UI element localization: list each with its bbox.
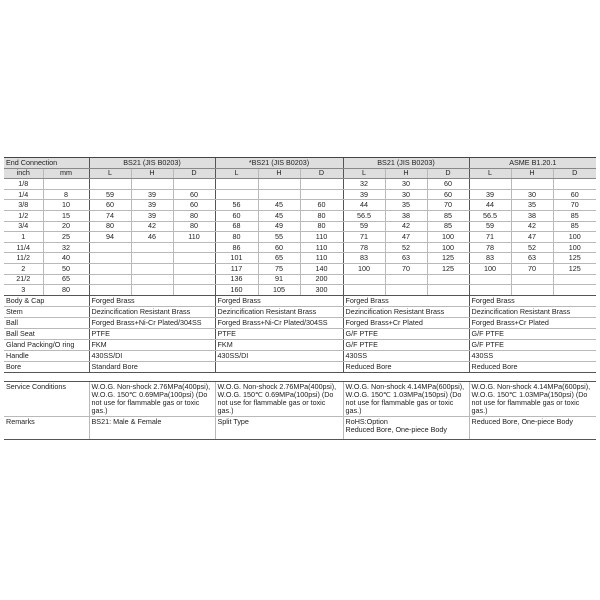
service-value-line: W.O.G. Non-shock 2.76MPa(400psi),	[217, 381, 337, 391]
dim-value	[131, 179, 173, 190]
dim-header-h: H	[258, 168, 300, 179]
dim-header-l: L	[343, 168, 385, 179]
dim-header-l: L	[469, 168, 511, 179]
dim-value: 45	[258, 200, 300, 211]
remarks-value-line: Reduced Bore, One-piece Body	[471, 416, 573, 426]
dim-value: 45	[258, 210, 300, 221]
dim-value	[131, 253, 173, 264]
dim-value	[215, 189, 258, 200]
dim-value: 125	[427, 263, 469, 274]
material-value: Dezincification Resistant Brass	[89, 306, 215, 317]
remarks-value	[215, 416, 343, 439]
remarks-row	[4, 416, 596, 439]
dim-value	[511, 179, 553, 190]
dim-value	[89, 242, 131, 253]
dim-value: 60	[300, 200, 343, 211]
material-value: Standard Bore	[89, 361, 215, 372]
material-value: Forged Brass	[215, 295, 343, 306]
dim-header-h: H	[131, 168, 173, 179]
material-value: Reduced Bore	[469, 361, 596, 372]
dimension-table	[4, 157, 596, 373]
dim-value: 80	[300, 221, 343, 232]
dim-value: 30	[385, 189, 427, 200]
dim-value: 42	[511, 221, 553, 232]
end-connection-label: End Connection	[4, 158, 89, 169]
dim-value: 85	[427, 210, 469, 221]
size-inch: 11/2	[4, 253, 43, 264]
dim-value: 83	[343, 253, 385, 264]
dim-value: 80	[173, 210, 215, 221]
dim-value: 80	[173, 221, 215, 232]
dim-header-h: H	[511, 168, 553, 179]
service-table	[4, 381, 596, 440]
dim-header-d: D	[300, 168, 343, 179]
material-label: Gland Packing/O ring	[4, 339, 89, 350]
dim-value: 39	[131, 210, 173, 221]
service-value-line: not use for flammable gas or toxic	[471, 397, 580, 407]
material-row	[4, 339, 596, 350]
dim-value	[258, 179, 300, 190]
size-inch: 1/8	[4, 179, 43, 190]
dim-value: 49	[258, 221, 300, 232]
mm-header: mm	[43, 168, 89, 179]
dim-value: 44	[343, 200, 385, 211]
material-value: G/F PTFE	[469, 328, 596, 339]
dim-value: 30	[385, 179, 427, 190]
dim-value	[173, 274, 215, 285]
size-inch: 2	[4, 263, 43, 274]
dim-value	[469, 285, 511, 296]
service-value-line: W.O.G. 150℃ 1.03MPa(150psi) (Do	[471, 389, 588, 399]
size-mm: 65	[43, 274, 89, 285]
dim-value: 42	[131, 221, 173, 232]
material-value: FKM	[89, 339, 215, 350]
size-inch: 3/8	[4, 200, 43, 211]
standard-header: *BS21 (JIS B0203)	[215, 158, 343, 169]
dim-value	[131, 285, 173, 296]
material-value: G/F PTFE	[469, 339, 596, 350]
dim-value: 32	[343, 179, 385, 190]
dim-value	[553, 274, 596, 285]
dim-value: 100	[427, 242, 469, 253]
material-value: 430SS	[469, 350, 596, 361]
dim-value: 47	[511, 232, 553, 243]
material-value: Dezincification Resistant Brass	[343, 306, 469, 317]
dim-value	[300, 179, 343, 190]
material-label: Ball Seat	[4, 328, 89, 339]
dim-value: 60	[89, 200, 131, 211]
size-inch: 21/2	[4, 274, 43, 285]
size-inch: 1/4	[4, 189, 43, 200]
size-row	[4, 200, 596, 211]
size-inch: 3/4	[4, 221, 43, 232]
size-row	[4, 274, 596, 285]
dim-value: 110	[173, 232, 215, 243]
service-value	[215, 381, 343, 416]
dim-value	[343, 285, 385, 296]
dim-value: 70	[385, 263, 427, 274]
remarks-value-line: BS21: Male & Female	[91, 416, 162, 426]
material-value: G/F PTFE	[343, 339, 469, 350]
dim-value: 86	[215, 242, 258, 253]
dim-value: 74	[89, 210, 131, 221]
material-value: Forged Brass+Ni-Cr Plated/304SS	[89, 317, 215, 328]
dim-value: 60	[258, 242, 300, 253]
dim-value: 70	[553, 200, 596, 211]
size-row	[4, 210, 596, 221]
remarks-value-line: Reduced Bore, One-piece Body	[345, 424, 447, 434]
dim-value: 35	[385, 200, 427, 211]
dim-value	[131, 242, 173, 253]
material-value: G/F PTFE	[343, 328, 469, 339]
service-row	[4, 381, 596, 416]
dim-value: 47	[385, 232, 427, 243]
material-value: Forged Brass	[89, 295, 215, 306]
dim-value: 59	[343, 221, 385, 232]
material-row	[4, 306, 596, 317]
size-inch: 11/4	[4, 242, 43, 253]
dim-value	[511, 274, 553, 285]
service-value-line: not use for flammable gas or toxic	[91, 397, 200, 407]
dim-value: 100	[553, 242, 596, 253]
size-mm: 10	[43, 200, 89, 211]
service-value-line: W.O.G. 150℃ 1.03MPa(150psi) (Do	[345, 389, 462, 399]
material-value: Forged Brass+Cr Plated	[469, 317, 596, 328]
standard-header: BS21 (JIS B0203)	[343, 158, 469, 169]
dim-value: 35	[511, 200, 553, 211]
size-row	[4, 179, 596, 190]
dim-value	[385, 285, 427, 296]
size-mm: 32	[43, 242, 89, 253]
remarks-value	[343, 416, 469, 439]
dim-value: 125	[553, 253, 596, 264]
dim-value: 160	[215, 285, 258, 296]
service-value-line: W.O.G. Non-shock 4.14MPa(600psi),	[345, 381, 465, 391]
dim-header-row	[4, 168, 596, 179]
size-row	[4, 253, 596, 264]
dim-value: 56.5	[343, 210, 385, 221]
dim-value: 100	[343, 263, 385, 274]
dim-value: 300	[300, 285, 343, 296]
dim-value	[427, 285, 469, 296]
dim-value: 83	[469, 253, 511, 264]
dim-value: 70	[511, 263, 553, 274]
material-value: 430SS/DI	[89, 350, 215, 361]
dim-value: 85	[427, 221, 469, 232]
dim-value: 110	[300, 232, 343, 243]
material-label: Body & Cap	[4, 295, 89, 306]
service-value-line: W.O.G. 150℃ 0.69MPa(100psi) (Do	[91, 389, 208, 399]
dim-value: 39	[469, 189, 511, 200]
dim-value: 38	[385, 210, 427, 221]
dim-value: 91	[258, 274, 300, 285]
dim-value: 60	[553, 189, 596, 200]
size-mm: 20	[43, 221, 89, 232]
dim-value	[173, 242, 215, 253]
dim-value: 100	[427, 232, 469, 243]
dim-value: 59	[469, 221, 511, 232]
material-row	[4, 295, 596, 306]
material-value: FKM	[215, 339, 343, 350]
dim-value	[469, 179, 511, 190]
dim-header-l: L	[215, 168, 258, 179]
size-row	[4, 232, 596, 243]
dim-value: 39	[131, 189, 173, 200]
material-value: Forged Brass+Cr Plated	[343, 317, 469, 328]
material-value: Reduced Bore	[343, 361, 469, 372]
material-value: Dezincification Resistant Brass	[469, 306, 596, 317]
inch-header: inch	[4, 168, 43, 179]
material-label: Ball	[4, 317, 89, 328]
dim-value	[173, 179, 215, 190]
size-row	[4, 263, 596, 274]
material-value: Forged Brass	[343, 295, 469, 306]
standard-header: ASME B1.20.1	[469, 158, 596, 169]
material-label: Bore	[4, 361, 89, 372]
size-mm: 25	[43, 232, 89, 243]
dim-value: 60	[173, 189, 215, 200]
dim-value: 52	[385, 242, 427, 253]
dim-value: 42	[385, 221, 427, 232]
service-value-line: gas.)	[471, 405, 488, 415]
dim-value	[343, 274, 385, 285]
dim-value: 75	[258, 263, 300, 274]
dim-value: 100	[469, 263, 511, 274]
dim-header-d: D	[553, 168, 596, 179]
dim-value: 94	[89, 232, 131, 243]
dim-value: 39	[343, 189, 385, 200]
dim-value	[173, 263, 215, 274]
dim-header-l: L	[89, 168, 131, 179]
dim-value: 60	[427, 189, 469, 200]
size-mm: 15	[43, 210, 89, 221]
dim-value	[89, 285, 131, 296]
service-value-line: W.O.G. Non-shock 2.76MPa(400psi),	[91, 381, 211, 391]
remarks-value	[469, 416, 596, 439]
material-row	[4, 350, 596, 361]
dim-value	[469, 274, 511, 285]
dim-value	[553, 179, 596, 190]
dim-value: 60	[173, 200, 215, 211]
dim-value	[89, 179, 131, 190]
dim-header-d: D	[173, 168, 215, 179]
service-label: Service Conditions	[4, 381, 89, 416]
dim-value: 78	[469, 242, 511, 253]
dim-value	[258, 189, 300, 200]
service-value	[469, 381, 596, 416]
dim-value: 117	[215, 263, 258, 274]
dim-header-d: D	[427, 168, 469, 179]
service-value-line: gas.)	[91, 405, 108, 415]
dim-value: 101	[215, 253, 258, 264]
material-row	[4, 328, 596, 339]
size-mm: 80	[43, 285, 89, 296]
dim-value: 85	[553, 221, 596, 232]
dim-value: 80	[300, 210, 343, 221]
service-value-line: not use for flammable gas or toxic	[345, 397, 454, 407]
material-label: Stem	[4, 306, 89, 317]
size-mm: 8	[43, 189, 89, 200]
size-mm: 50	[43, 263, 89, 274]
dim-value: 70	[427, 200, 469, 211]
dim-value: 39	[131, 200, 173, 211]
service-value	[89, 381, 215, 416]
dim-header-h: H	[385, 168, 427, 179]
size-mm: 40	[43, 253, 89, 264]
dim-value	[173, 285, 215, 296]
dim-value: 71	[469, 232, 511, 243]
dim-value: 60	[427, 179, 469, 190]
service-value	[343, 381, 469, 416]
size-row	[4, 189, 596, 200]
dim-value: 80	[89, 221, 131, 232]
dim-value	[131, 274, 173, 285]
dim-value: 56.5	[469, 210, 511, 221]
dim-value	[385, 274, 427, 285]
remarks-label: Remarks	[4, 416, 89, 439]
dim-value: 55	[258, 232, 300, 243]
size-row	[4, 242, 596, 253]
standard-header: BS21 (JIS B0203)	[89, 158, 215, 169]
dim-value: 59	[89, 189, 131, 200]
size-mm	[43, 179, 89, 190]
dim-value: 63	[385, 253, 427, 264]
size-inch: 3	[4, 285, 43, 296]
dim-value: 52	[511, 242, 553, 253]
dim-value	[89, 253, 131, 264]
material-value: Forged Brass	[469, 295, 596, 306]
material-value: Forged Brass+Ni-Cr Plated/304SS	[215, 317, 343, 328]
size-row	[4, 285, 596, 296]
dim-value: 80	[215, 232, 258, 243]
spec-sheet	[4, 157, 596, 440]
material-row	[4, 317, 596, 328]
dim-value: 110	[300, 253, 343, 264]
material-row	[4, 361, 596, 372]
dim-value	[89, 274, 131, 285]
remarks-value	[89, 416, 215, 439]
dim-value: 65	[258, 253, 300, 264]
dim-value: 136	[215, 274, 258, 285]
dim-value: 110	[300, 242, 343, 253]
remarks-value-line: Split Type	[217, 416, 249, 426]
dim-value	[215, 179, 258, 190]
dim-value	[553, 285, 596, 296]
size-inch: 1/2	[4, 210, 43, 221]
dim-value: 56	[215, 200, 258, 211]
material-value: 430SS/DI	[215, 350, 343, 361]
material-value: PTFE	[215, 328, 343, 339]
size-row	[4, 221, 596, 232]
dim-value: 63	[511, 253, 553, 264]
dim-value: 44	[469, 200, 511, 211]
material-value: Dezincification Resistant Brass	[215, 306, 343, 317]
service-value-line: gas.)	[345, 405, 362, 415]
dim-value: 38	[511, 210, 553, 221]
dim-value: 125	[553, 263, 596, 274]
service-value-line: not use for flammable gas or toxic	[217, 397, 326, 407]
dim-value	[300, 189, 343, 200]
remarks-value-line: RoHS:Option	[345, 416, 388, 426]
dim-value: 105	[258, 285, 300, 296]
size-inch: 1	[4, 232, 43, 243]
header-row	[4, 158, 596, 169]
material-label: Handle	[4, 350, 89, 361]
dim-value: 200	[300, 274, 343, 285]
dim-value	[427, 274, 469, 285]
dim-value: 71	[343, 232, 385, 243]
service-value-line: gas.)	[217, 405, 234, 415]
material-value: PTFE	[89, 328, 215, 339]
dim-value	[173, 253, 215, 264]
dim-value: 68	[215, 221, 258, 232]
dim-value	[511, 285, 553, 296]
dim-value: 100	[553, 232, 596, 243]
dim-value: 46	[131, 232, 173, 243]
service-value-line: W.O.G. 150℃ 0.69MPa(100psi) (Do	[217, 389, 334, 399]
material-value: 430SS	[343, 350, 469, 361]
dim-value: 125	[427, 253, 469, 264]
dim-value: 85	[553, 210, 596, 221]
dim-value	[89, 263, 131, 274]
dim-value: 30	[511, 189, 553, 200]
service-value-line: W.O.G. Non-shock 4.14MPa(600psi),	[471, 381, 591, 391]
dim-value: 140	[300, 263, 343, 274]
dim-value	[131, 263, 173, 274]
material-value	[215, 361, 343, 372]
dim-value: 78	[343, 242, 385, 253]
dim-value: 60	[215, 210, 258, 221]
